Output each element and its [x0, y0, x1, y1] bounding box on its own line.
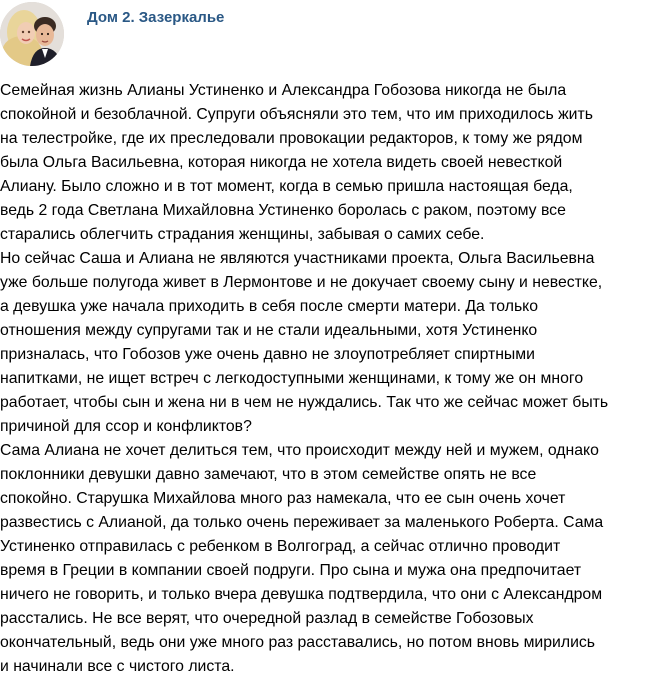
text-line: Но сейчас Саша и Алиана не являются участниками проекта, Ольга Васильевна [0, 250, 595, 267]
text-line: и начинали все с чистого листа. [0, 658, 235, 675]
text-line: призналась, что Гобозов уже очень давно не злоупотребляет спиртными [0, 346, 535, 363]
author-name-link[interactable]: Дом 2. Зазеркалье [87, 9, 225, 26]
text-line: Алиану. Было сложно и в тот момент, когда в семью пришла настоящая беда, [0, 178, 573, 195]
text-line: окончательный, ведь они уже много раз расставались, но потом вновь мирились [0, 634, 596, 651]
text-line: время в Греции в компании своей подруги. Про сына и мужа она предпочитает [0, 562, 582, 579]
text-line: спокойной и безоблачной. Супруги объясняли это тем, что им приходилось жить [0, 106, 593, 123]
text-line: Устиненко отправилась с ребенком в Волгоград, а сейчас отлично проводит [0, 538, 561, 555]
post-paragraph [0, 247, 670, 439]
text-line: работает, чтобы сын и жена ни в чем не нуждались. Так что же сейчас может быть [0, 394, 609, 411]
text-line: поклонники девушки давно замечают, что в этом семействе опять не все [0, 466, 537, 483]
text-line: а девушка уже начала приходить в себя после смерти матери. Да только [0, 298, 539, 315]
text-line: причиной для ссор и конфликтов? [0, 418, 252, 435]
avatar-photo-icon [0, 2, 64, 66]
post-paragraph [0, 439, 670, 679]
author-avatar[interactable] [0, 2, 64, 66]
text-line: напитками, не ищет встреч с легкодоступными женщинами, к тому же он много [0, 370, 584, 387]
post-text [0, 79, 670, 679]
text-line: Сама Алиана не хочет делиться тем, что происходит между ней и мужем, однако [0, 442, 599, 459]
text-line: ведь 2 года Светлана Михайловна Устиненко боролась с раком, поэтому все [0, 202, 566, 219]
text-line: расстались. Не все верят, что очередной разлад в семействе Гобозовых [0, 610, 534, 627]
text-line: ничего не говорить, и только вчера девушка подтвердила, что они с Александром [0, 586, 603, 603]
text-line: уже больше полугода живет в Лермонтове и не докучает своему сыну и невестке, [0, 274, 603, 291]
post-paragraph [0, 79, 670, 247]
text-line: отношения между супругами так и не стали идеальными, хотя Устиненко [0, 322, 538, 339]
text-line: развестись с Алианой, да только очень переживает за маленького Роберта. Сама [0, 514, 604, 531]
text-line: спокойно. Старушка Михайлова много раз намекала, что ее сын очень хочет [0, 490, 566, 507]
post-header [0, 0, 670, 66]
text-line: была Ольга Васильевна, которая никогда не хотела видеть своей невесткой [0, 154, 563, 171]
text-line: Семейная жизнь Алианы Устиненко и Александра Гобозова никогда не была [0, 82, 567, 99]
text-line: старались облегчить страдания женщины, забывая о самих себе. [0, 226, 485, 243]
text-line: на телестройке, где их преследовали провокации редакторов, к тому же рядом [0, 130, 583, 147]
